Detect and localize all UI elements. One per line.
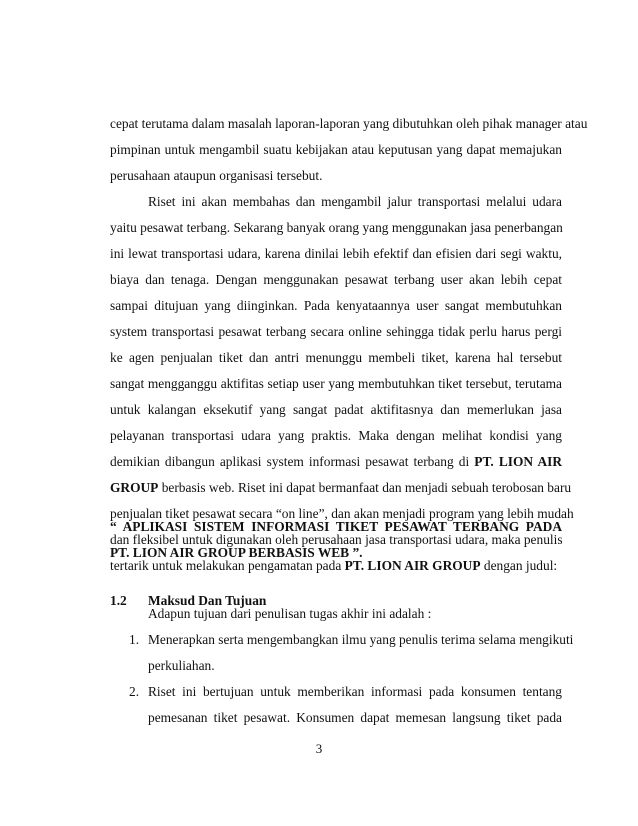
thesis-title-line-2: PT. LION AIR GROUP BERBASIS WEB ”. <box>110 545 363 560</box>
section-title: Maksud Dan Tujuan <box>148 593 267 608</box>
text-line: system transportasi pesawat terbang secara online sehingga tidak perlu harus pergi <box>110 324 562 339</box>
text-line: pelayanan transportasi udara yang praktis. Maka dengan melihat kondisi yang <box>110 428 562 443</box>
company-name: PT. LION AIR GROUP <box>344 558 481 573</box>
text-line: yaitu pesawat terbang. Sekarang banyak orang yang menggunakan jasa penerbangan <box>110 220 563 235</box>
text-line: perusahaan ataupun organisasi tersebut. <box>110 168 323 183</box>
text-line <box>110 478 572 498</box>
text-line: pemesanan tiket pesawat. Konsumen dapat memesan langsung tiket pada <box>148 710 562 725</box>
company-name: PT. LION AIR <box>474 454 562 469</box>
text-line <box>110 452 562 472</box>
list-item <box>110 630 574 676</box>
text-span: demikian dibangun aplikasi system informasi pesawat terbang di <box>110 454 475 469</box>
text-line: dan fleksibel untuk digunakan oleh perusahaan jasa transportasi udara, maka penulis <box>110 532 563 547</box>
list-marker: 2. <box>129 684 140 699</box>
text-line: untuk kalangan eksekutif yang sangat padat aktifitasnya dan memerlukan jasa <box>110 402 562 417</box>
page-number: 3 <box>315 741 323 756</box>
text-line: sampai ditujuan yang diinginkan. Pada kenyataannya user sangat membutuhkan <box>110 298 562 313</box>
text-line: perkuliahan. <box>148 658 215 673</box>
list-marker: 1. <box>129 632 140 647</box>
text-line: penjualan tiket pesawat secara “on line”, dan akan menjadi program yang lebih mudah <box>110 506 574 521</box>
company-name: GROUP <box>110 480 159 495</box>
text-line: ke agen penjualan tiket dan antri menunggu membeli tiket, karena hal tersebut <box>110 350 562 365</box>
section-intro: Adapun tujuan dari penulisan tugas akhir ini adalah : <box>148 606 432 621</box>
text-span: berbasis web. Riset ini dapat bermanfaat dan menjadi sebuah terobosan baru <box>158 480 572 495</box>
text-span: dengan judul: <box>480 558 558 573</box>
text-line: Riset ini akan membahas dan mengambil jalur transportasi melalui udara <box>148 194 562 209</box>
text-line: biaya dan tenaga. Dengan menggunakan pesawat terbang user akan lebih cepat <box>110 272 562 287</box>
text-line: Menerapkan serta mengembangkan ilmu yang penulis terima selama mengikuti <box>148 632 574 647</box>
thesis-title-line-1: “ APLIKASI SISTEM INFORMASI TIKET PESAWAT TERBANG PADA <box>110 519 562 534</box>
text-span: tertarik untuk melakukan pengamatan pada <box>110 558 345 573</box>
text-line: ini lewat transportasi udara, karena dinilai lebih efektif dan efisien dari segi waktu, <box>110 246 562 261</box>
section-number: 1.2 <box>110 593 127 608</box>
text-line: sangat mengganggu aktifitas setiap user yang membutuhkan tiket tersebut, terutama <box>110 376 562 391</box>
text-line: cepat terutama dalam masalah laporan-laporan yang dibutuhkan oleh pihak manager atau <box>110 116 588 131</box>
list-item <box>110 682 562 728</box>
text-line: Riset ini bertujuan untuk memberikan informasi pada konsumen tentang <box>148 684 562 699</box>
text-line: pimpinan untuk mengambil suatu kebijakan atau keputusan yang dapat memajukan <box>110 142 562 157</box>
